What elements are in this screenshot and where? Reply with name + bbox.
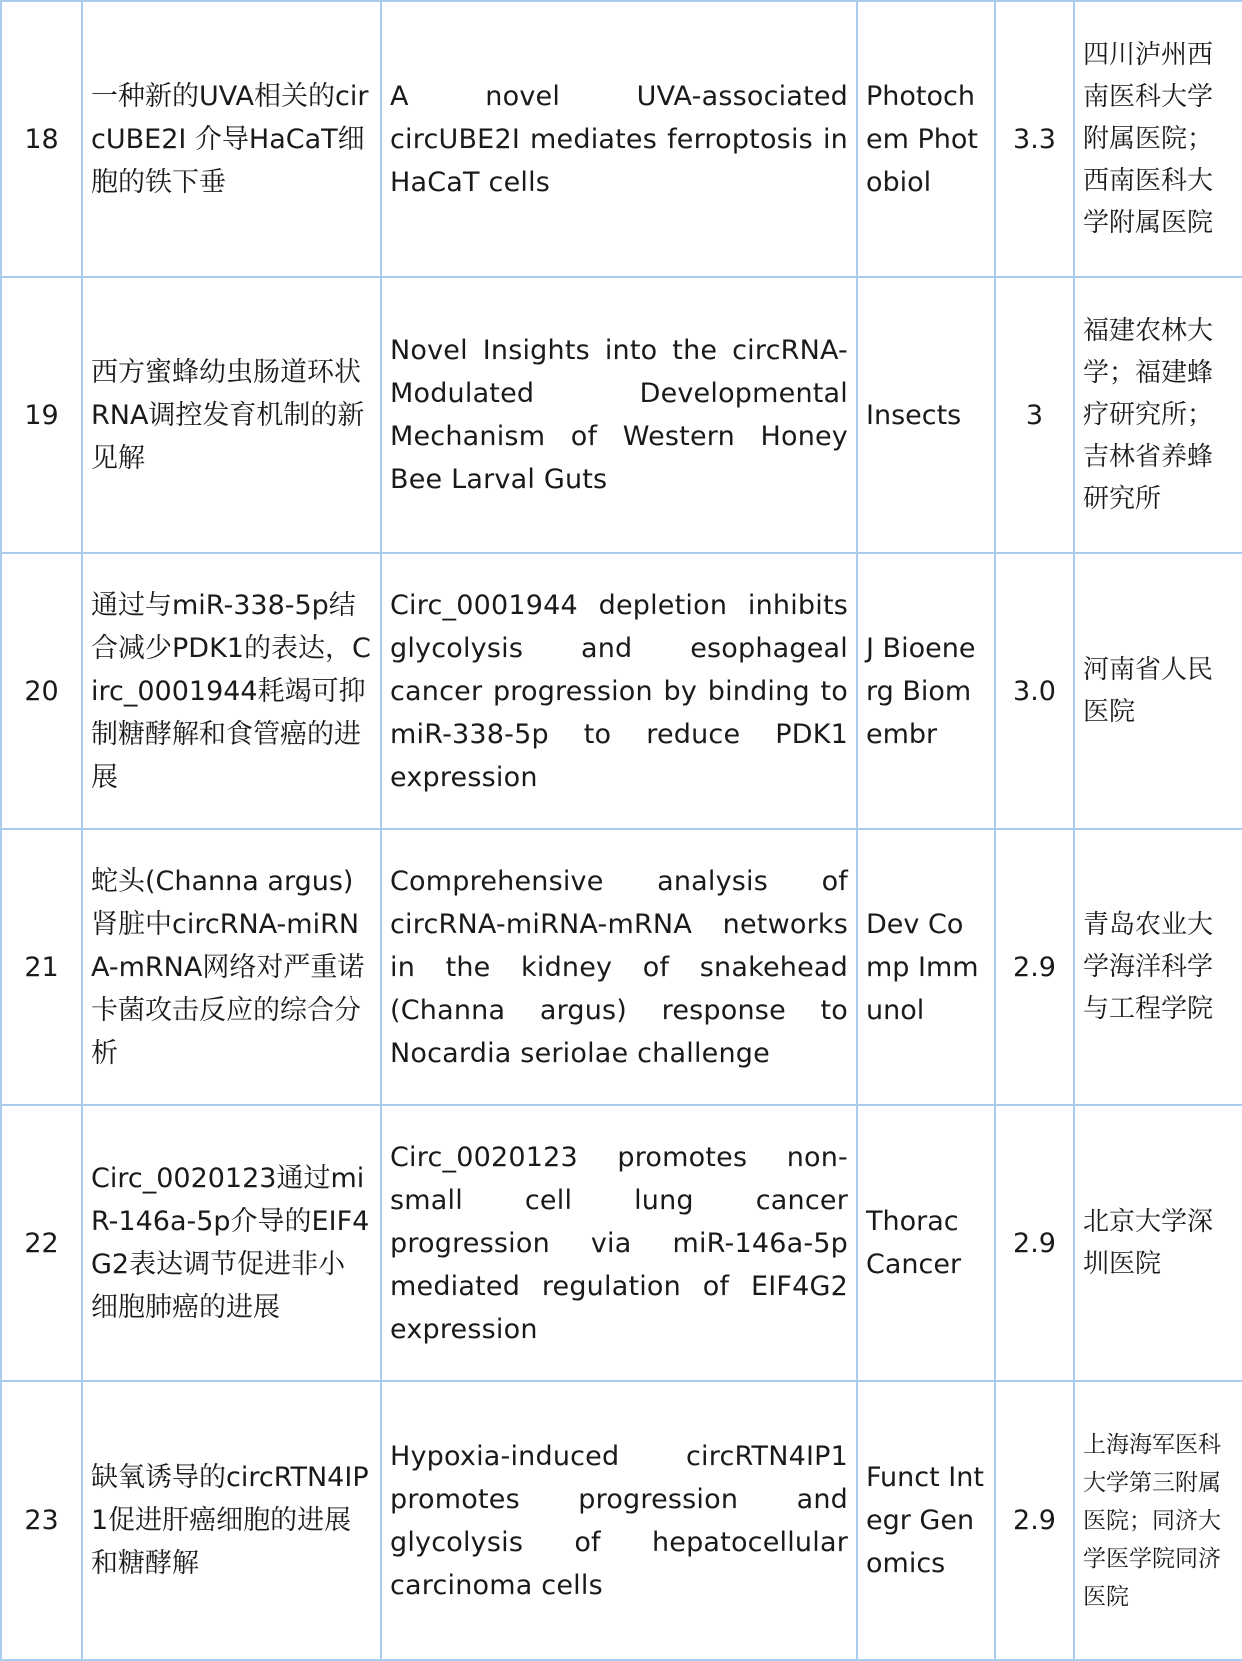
journal-name: J Bioenerg Biomembr xyxy=(857,553,995,829)
institution: 福建农林大学；福建蜂疗研究所；吉林省养蜂研究所 xyxy=(1074,277,1242,553)
row-number: 23 xyxy=(1,1381,82,1660)
title-chinese: 西方蜜蜂幼虫肠道环状RNA调控发育机制的新见解 xyxy=(82,277,381,553)
title-chinese: Circ_0020123通过miR-146a-5p介导的EIF4G2表达调节促进非小细胞肺癌的进展 xyxy=(82,1105,381,1381)
institution: 北京大学深圳医院 xyxy=(1074,1105,1242,1381)
table-row xyxy=(1,1,1242,277)
row-number: 19 xyxy=(1,277,82,553)
impact-factor: 3.0 xyxy=(995,553,1074,829)
institution: 河南省人民医院 xyxy=(1074,553,1242,829)
institution: 青岛农业大学海洋科学与工程学院 xyxy=(1074,829,1242,1105)
impact-factor: 2.9 xyxy=(995,1105,1074,1381)
title-chinese: 通过与miR-338-5p结合减少PDK1的表达，Circ_0001944耗竭可抑制糖酵解和食管癌的进展 xyxy=(82,553,381,829)
row-number: 21 xyxy=(1,829,82,1105)
title-english: Comprehensive analysis of circRNA-miRNA-mRNA networks in the kidney of snakehead (Channa argus) response to Nocardia seriolae challenge xyxy=(381,829,857,1105)
table-row xyxy=(1,1105,1242,1381)
institution: 上海海军医科大学第三附属医院；同济大学医学院同济医院 xyxy=(1074,1381,1242,1660)
table-row xyxy=(1,1381,1242,1660)
title-english: Circ_0001944 depletion inhibits glycolysis and esophageal cancer progression by binding to miR-338-5p to reduce PDK1 expression xyxy=(381,553,857,829)
title-chinese: 蛇头(Channa argus)肾脏中circRNA-miRNA-mRNA网络对严重诺卡菌攻击反应的综合分析 xyxy=(82,829,381,1105)
journal-name: Insects xyxy=(857,277,995,553)
title-english: Novel Insights into the circRNA-Modulated Developmental Mechanism of Western Honey Bee Larval Guts xyxy=(381,277,857,553)
impact-factor: 2.9 xyxy=(995,1381,1074,1660)
title-english: Hypoxia-induced circRTN4IP1 promotes progression and glycolysis of hepatocellular carcinoma cells xyxy=(381,1381,857,1660)
title-chinese: 缺氧诱导的circRTN4IP1促进肝癌细胞的进展和糖酵解 xyxy=(82,1381,381,1660)
row-number: 18 xyxy=(1,1,82,277)
title-english: Circ_0020123 promotes non-small cell lung cancer progression via miR-146a-5p mediated regulation of EIF4G2 expression xyxy=(381,1105,857,1381)
row-number: 22 xyxy=(1,1105,82,1381)
journal-name: Photochem Photobiol xyxy=(857,1,995,277)
journal-name: Dev Comp Immunol xyxy=(857,829,995,1105)
journal-name: Thorac Cancer xyxy=(857,1105,995,1381)
table-row xyxy=(1,553,1242,829)
impact-factor: 2.9 xyxy=(995,829,1074,1105)
title-english: A novel UVA-associated circUBE2I mediates ferroptosis in HaCaT cells xyxy=(381,1,857,277)
row-number: 20 xyxy=(1,553,82,829)
table-row xyxy=(1,277,1242,553)
journal-name: Funct Integr Genomics xyxy=(857,1381,995,1660)
impact-factor: 3.3 xyxy=(995,1,1074,277)
institution: 四川泸州西南医科大学附属医院；西南医科大学附属医院 xyxy=(1074,1,1242,277)
impact-factor: 3 xyxy=(995,277,1074,553)
title-chinese: 一种新的UVA相关的circUBE2I 介导HaCaT细胞的铁下垂 xyxy=(82,1,381,277)
table-row xyxy=(1,829,1242,1105)
